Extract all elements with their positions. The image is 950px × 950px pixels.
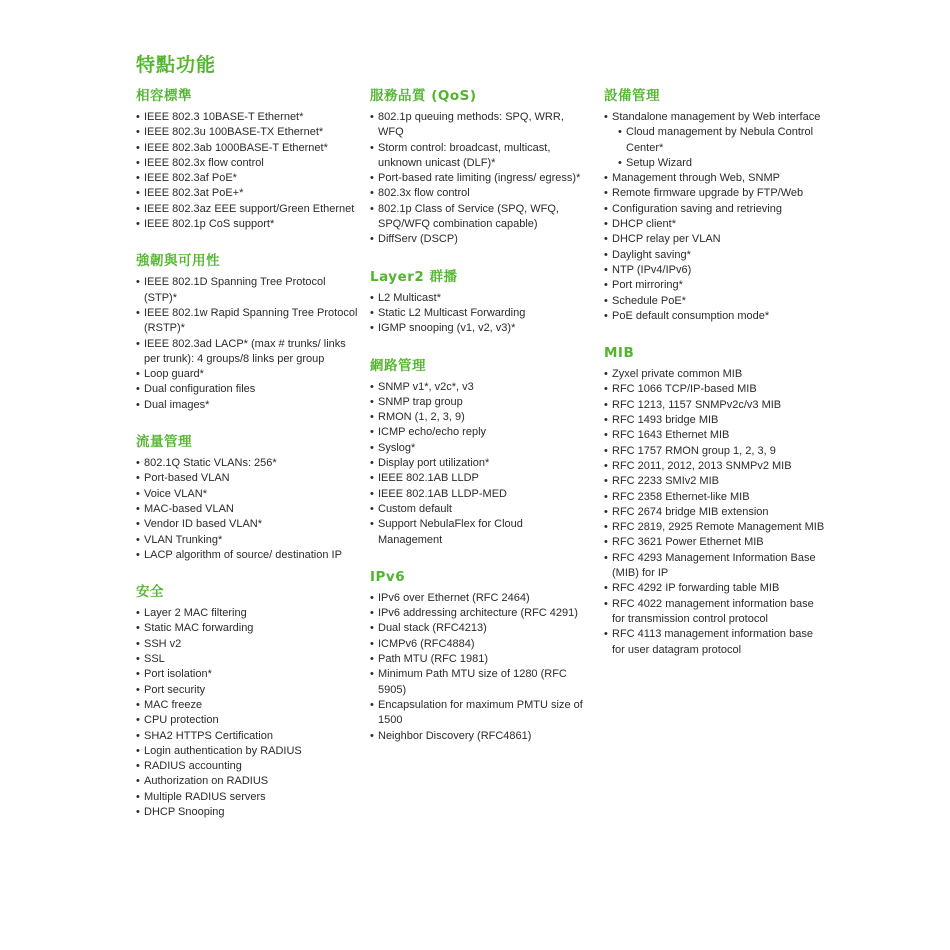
section-title: IPv6 xyxy=(370,568,406,585)
feature-item: • DHCP relay per VLAN xyxy=(604,232,826,247)
feature-item: • Schedule PoE* xyxy=(604,294,826,309)
feature-item: • Dual images* xyxy=(136,398,358,413)
feature-item: • RFC 1213, 1157 SNMPv2c/v3 MIB xyxy=(604,398,826,413)
feature-section xyxy=(370,86,588,248)
feature-item: • RFC 1066 TCP/IP-based MIB xyxy=(604,382,826,397)
feature-item: • Syslog* xyxy=(370,441,588,456)
feature-section xyxy=(604,86,826,324)
feature-item: • RMON (1, 2, 3, 9) xyxy=(370,410,588,425)
feature-item: • Display port utilization* xyxy=(370,456,588,471)
feature-section xyxy=(136,251,358,413)
column-2 xyxy=(370,86,588,763)
feature-list xyxy=(370,110,588,248)
feature-item: • IEEE 802.1AB LLDP-MED xyxy=(370,487,588,502)
feature-item: • Setup Wizard xyxy=(604,156,826,171)
feature-item: • Authorization on RADIUS xyxy=(136,774,358,789)
feature-item: • Login authentication by RADIUS xyxy=(136,744,358,759)
section-title: 強韌與可用性 xyxy=(136,253,220,270)
feature-item: • IEEE 802.1p CoS support* xyxy=(136,217,358,232)
feature-list xyxy=(370,591,588,744)
feature-item: • 802.3x flow control xyxy=(370,186,588,201)
feature-list xyxy=(136,606,358,820)
feature-list xyxy=(136,456,358,563)
feature-item: • RFC 2358 Ethernet-like MIB xyxy=(604,490,826,505)
feature-item: • RFC 1757 RMON group 1, 2, 3, 9 xyxy=(604,444,826,459)
feature-item: • PoE default consumption mode* xyxy=(604,309,826,324)
section-title: 相容標準 xyxy=(136,88,192,104)
feature-item: • Multiple RADIUS servers xyxy=(136,790,358,805)
feature-item: • IEEE 802.1D Spanning Tree Protocol (STP)* xyxy=(136,275,358,306)
feature-item: • DHCP Snooping xyxy=(136,805,358,820)
feature-item: • Port-based VLAN xyxy=(136,471,358,486)
feature-item: • Port security xyxy=(136,683,358,698)
feature-item: • RFC 2011, 2012, 2013 SNMPv2 MIB xyxy=(604,459,826,474)
feature-section xyxy=(136,86,358,232)
feature-section xyxy=(370,267,588,337)
feature-section xyxy=(136,432,358,563)
feature-item: • RFC 2819, 2925 Remote Management MIB xyxy=(604,520,826,535)
feature-item: • IEEE 802.1w Rapid Spanning Tree Protocol (RSTP)* xyxy=(136,306,358,337)
column-1 xyxy=(136,86,358,839)
feature-item: • IEEE 802.3az EEE support/Green Ethernet xyxy=(136,202,358,217)
feature-item: • L2 Multicast* xyxy=(370,291,588,306)
feature-item: • CPU protection xyxy=(136,713,358,728)
section-title: 安全 xyxy=(136,584,164,601)
feature-item: • IEEE 802.1AB LLDP xyxy=(370,471,588,486)
feature-item: • RFC 4292 IP forwarding table MIB xyxy=(604,581,826,596)
feature-item: • IEEE 802.3x flow control xyxy=(136,156,358,171)
feature-item: • 802.1p queuing methods: SPQ, WRR, WFQ xyxy=(370,110,588,141)
feature-item: • IEEE 802.3at PoE+* xyxy=(136,186,358,201)
feature-item: • DHCP client* xyxy=(604,217,826,232)
feature-item: • LACP algorithm of source/ destination IP xyxy=(136,548,358,563)
feature-item: • SHA2 HTTPS Certification xyxy=(136,729,358,744)
feature-section xyxy=(370,567,588,744)
feature-item: • IEEE 802.3ad LACP* (max # trunks/ links per trunk): 4 groups/8 links per group xyxy=(136,337,358,368)
feature-item: • Zyxel private common MIB xyxy=(604,367,826,382)
feature-item: • Port isolation* xyxy=(136,667,358,682)
feature-item: • SSL xyxy=(136,652,358,667)
feature-item: • Loop guard* xyxy=(136,367,358,382)
feature-item: • IEEE 802.3u 100BASE-TX Ethernet* xyxy=(136,125,358,140)
feature-item: • RADIUS accounting xyxy=(136,759,358,774)
feature-item: • Custom default xyxy=(370,502,588,517)
feature-item: • Cloud management by Nebula Control Center* xyxy=(604,125,826,156)
feature-item: • Support NebulaFlex for Cloud Management xyxy=(370,517,588,548)
feature-item: • MAC freeze xyxy=(136,698,358,713)
section-title: 設備管理 xyxy=(604,88,660,104)
feature-item: • Static L2 Multicast Forwarding xyxy=(370,306,588,321)
feature-item: • Dual stack (RFC4213) xyxy=(370,621,588,636)
feature-section xyxy=(136,582,358,820)
feature-item: • IGMP snooping (v1, v2, v3)* xyxy=(370,321,588,336)
section-title: Layer2 群播 xyxy=(370,268,458,285)
feature-item: • Daylight saving* xyxy=(604,248,826,263)
page-title: 特點功能 xyxy=(136,54,217,76)
feature-item: • MAC-based VLAN xyxy=(136,502,358,517)
feature-list xyxy=(370,291,588,337)
feature-item: • IEEE 802.3af PoE* xyxy=(136,171,358,186)
feature-item: • RFC 2233 SMIv2 MIB xyxy=(604,474,826,489)
feature-section xyxy=(604,343,826,658)
feature-list xyxy=(370,380,588,548)
feature-list xyxy=(136,110,358,232)
feature-item: • RFC 4113 management information base for user datagram protocol xyxy=(604,627,826,658)
feature-item: • Port-based rate limiting (ingress/ egress)* xyxy=(370,171,588,186)
feature-item: • NTP (IPv4/IPv6) xyxy=(604,263,826,278)
feature-item: • Layer 2 MAC filtering xyxy=(136,606,358,621)
feature-item: • RFC 4022 management information base for transmission control protocol xyxy=(604,597,826,628)
feature-item: • Static MAC forwarding xyxy=(136,621,358,636)
feature-item: • IEEE 802.3ab 1000BASE-T Ethernet* xyxy=(136,141,358,156)
feature-item: • Configuration saving and retrieving xyxy=(604,202,826,217)
feature-item: • Path MTU (RFC 1981) xyxy=(370,652,588,667)
section-title: 流量管理 xyxy=(136,434,192,451)
feature-item: • Minimum Path MTU size of 1280 (RFC 5905) xyxy=(370,667,588,698)
feature-item: • Vendor ID based VLAN* xyxy=(136,517,358,532)
feature-list xyxy=(604,110,826,324)
section-title: MIB xyxy=(604,345,635,362)
feature-item: • Encapsulation for maximum PMTU size of 1500 xyxy=(370,698,588,729)
feature-item: • DiffServ (DSCP) xyxy=(370,232,588,247)
feature-item: • Neighbor Discovery (RFC4861) xyxy=(370,729,588,744)
section-title: 服務品質 (QoS) xyxy=(370,88,477,104)
feature-item: • IPv6 addressing architecture (RFC 4291) xyxy=(370,606,588,621)
feature-item: • SNMP v1*, v2c*, v3 xyxy=(370,380,588,395)
feature-item: • RFC 1643 Ethernet MIB xyxy=(604,428,826,443)
feature-list xyxy=(136,275,358,413)
feature-item: • Management through Web, SNMP xyxy=(604,171,826,186)
feature-item: • RFC 4293 Management Information Base (MIB) for IP xyxy=(604,551,826,582)
feature-item: • ICMPv6 (RFC4884) xyxy=(370,637,588,652)
feature-item: • RFC 2674 bridge MIB extension xyxy=(604,505,826,520)
feature-item: • SSH v2 xyxy=(136,637,358,652)
feature-item: • Port mirroring* xyxy=(604,278,826,293)
feature-item: • Dual configuration files xyxy=(136,382,358,397)
feature-item: • IEEE 802.3 10BASE-T Ethernet* xyxy=(136,110,358,125)
feature-list xyxy=(604,367,826,658)
feature-item: • Storm control: broadcast, multicast, unknown unicast (DLF)* xyxy=(370,141,588,172)
feature-item: • 802.1p Class of Service (SPQ, WFQ, SPQ/WFQ combination capable) xyxy=(370,202,588,233)
feature-item: • RFC 1493 bridge MIB xyxy=(604,413,826,428)
feature-item: • SNMP trap group xyxy=(370,395,588,410)
feature-item: • IPv6 over Ethernet (RFC 2464) xyxy=(370,591,588,606)
section-title: 網路管理 xyxy=(370,357,426,374)
feature-item: • 802.1Q Static VLANs: 256* xyxy=(136,456,358,471)
feature-item: • RFC 3621 Power Ethernet MIB xyxy=(604,535,826,550)
feature-item: • ICMP echo/echo reply xyxy=(370,425,588,440)
feature-section xyxy=(370,356,588,548)
feature-item: • Standalone management by Web interface xyxy=(604,110,826,125)
feature-item: • Voice VLAN* xyxy=(136,487,358,502)
feature-item: • VLAN Trunking* xyxy=(136,533,358,548)
feature-item: • Remote firmware upgrade by FTP/Web xyxy=(604,186,826,201)
column-3 xyxy=(604,86,826,677)
